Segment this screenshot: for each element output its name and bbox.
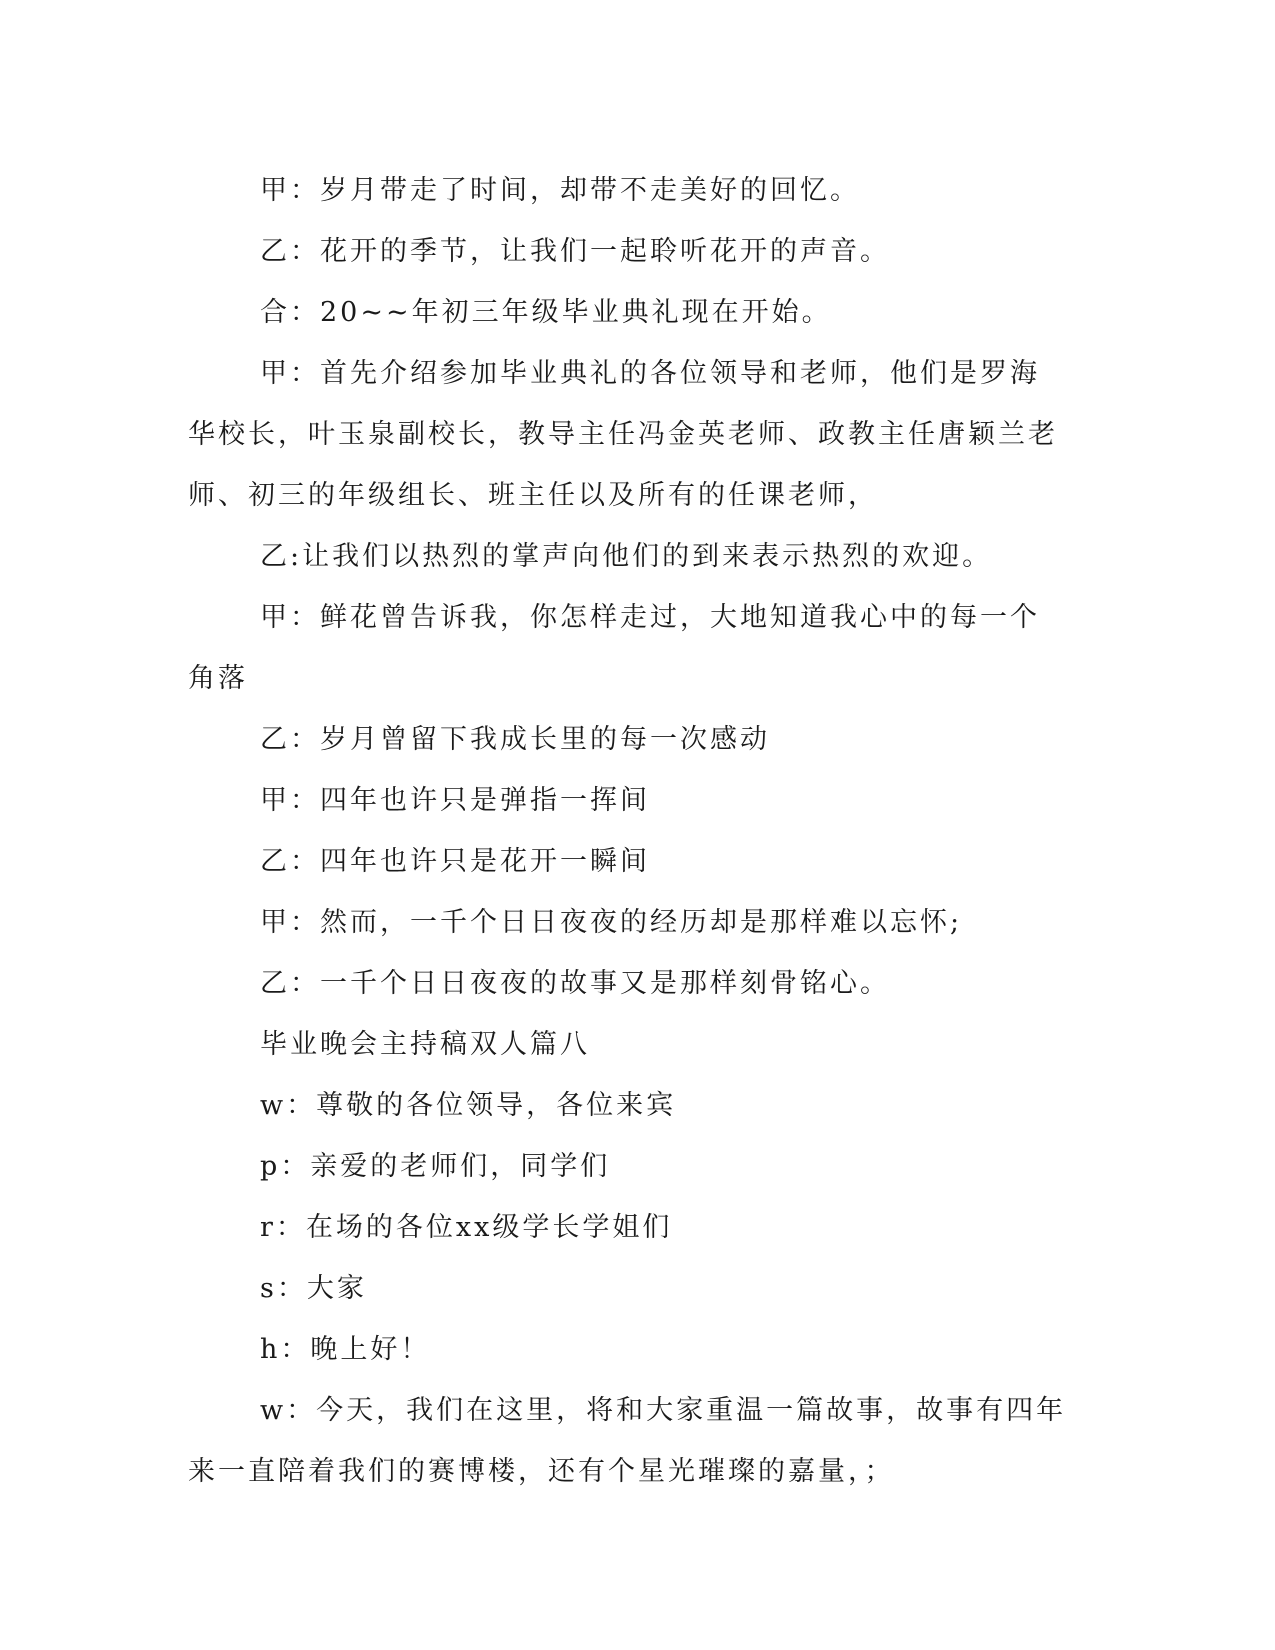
paragraph-15: r：在场的各位xx级学长学姐们 [260, 1212, 673, 1243]
paragraph-4: 甲：首先介绍参加毕业典礼的各位领导和老师，他们是罗海华校长，叶玉泉副校长，教导主任冯金英老师、政教主任唐颖兰老师、初三的年级组长、班主任以及所有的任课老师， [188, 358, 1058, 511]
paragraph-7: 乙：岁月曾留下我成长里的每一次感动 [260, 724, 770, 755]
paragraph-16: s：大家 [260, 1273, 367, 1304]
paragraph-13: w：尊敬的各位领导，各位来宾 [260, 1090, 677, 1121]
paragraph-17: h：晚上好！ [260, 1334, 431, 1365]
paragraph-5: 乙:让我们以热烈的掌声向他们的到来表示热烈的欢迎。 [260, 541, 993, 572]
paragraph-14: p：亲爱的老师们，同学们 [260, 1151, 611, 1182]
section-heading: 毕业晚会主持稿双人篇八 [260, 1029, 590, 1060]
paragraph-10: 甲：然而，一千个日日夜夜的经历却是那样难以忘怀; [260, 907, 963, 938]
document-body [188, 160, 1068, 1502]
paragraph-11: 乙：一千个日日夜夜的故事又是那样刻骨铭心。 [260, 968, 890, 999]
paragraph-2: 乙：花开的季节，让我们一起聆听花开的声音。 [260, 236, 890, 267]
paragraph-3: 合：20~~年初三年级毕业典礼现在开始。 [260, 297, 832, 328]
paragraph-18: w：今天，我们在这里，将和大家重温一篇故事，故事有四年来一直陪着我们的赛博楼，还有个星光璀璨的嘉量，； [188, 1395, 1067, 1487]
paragraph-1: 甲：岁月带走了时间，却带不走美好的回忆。 [260, 175, 860, 206]
paragraph-8: 甲：四年也许只是弹指一挥间 [260, 785, 650, 816]
paragraph-9: 乙：四年也许只是花开一瞬间 [260, 846, 650, 877]
paragraph-6: 甲：鲜花曾告诉我，你怎样走过，大地知道我心中的每一个角落 [188, 602, 1040, 694]
